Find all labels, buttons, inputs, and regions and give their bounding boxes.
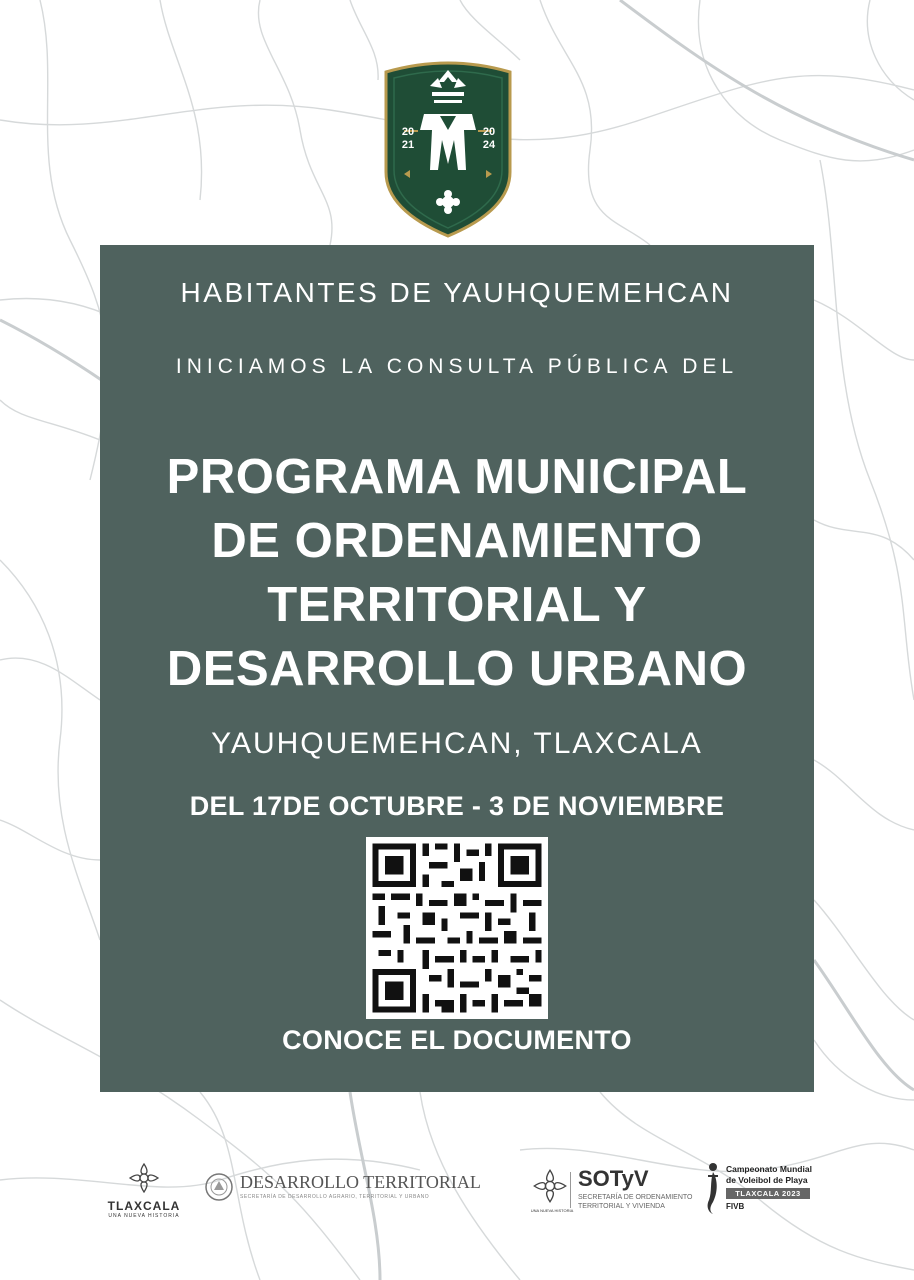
emblem-year-left xyxy=(397,126,419,152)
logo-sotyv xyxy=(530,1166,700,1222)
sotyv-sub1: SECRETARÍA DE ORDENAMIENTO xyxy=(578,1194,693,1201)
program-title-line-2: DE ORDENAMIENTO xyxy=(211,514,703,568)
logo-desarrollo-territorial xyxy=(204,1170,514,1210)
campeonato-badge: TLAXCALA 2023 xyxy=(726,1188,810,1199)
date-range: DEL 17DE OCTUBRE - 3 DE NOVIEMBRE xyxy=(189,791,725,821)
emblem-year-right-bottom: 24 xyxy=(482,139,496,151)
sotyv-flower-icon xyxy=(532,1168,568,1204)
program-title-line-3: TERRITORIAL Y xyxy=(267,578,647,632)
program-title xyxy=(120,445,794,701)
announcement-panel xyxy=(100,245,814,1092)
campeonato-line2: de Voleibol de Playa xyxy=(726,1175,808,1185)
sotyv-tagline: UNA NUEVA HISTORIA xyxy=(530,1208,574,1213)
location-text: YAUHQUEMEHCAN, TLAXCALA xyxy=(211,727,703,760)
program-title-line-1: PROGRAMA MUNICIPAL xyxy=(166,450,748,504)
desarrollo-territorial-sub: SECRETARÍA DE DESARROLLO AGRARIO, TERRITORIAL Y URBANO xyxy=(240,1194,430,1200)
sotyv-divider xyxy=(570,1172,571,1208)
program-title-line-4: DESARROLLO URBANO xyxy=(166,642,748,696)
campeonato-line1: Campeonato Mundial xyxy=(726,1164,812,1174)
volleyball-player-icon xyxy=(704,1162,722,1214)
emblem-year-right xyxy=(478,126,500,152)
qr-code-icon[interactable] xyxy=(366,837,548,1019)
tlaxcala-name: TLAXCALA xyxy=(107,1199,181,1213)
emblem-year-right-top: 20 xyxy=(482,126,496,138)
emblem-year-left-top: 20 xyxy=(401,126,415,138)
tlaxcala-flower-icon xyxy=(128,1162,160,1194)
sotyv-name: SOTyV xyxy=(578,1166,649,1191)
desarrollo-territorial-name: DESARROLLO TERRITORIAL xyxy=(240,1172,481,1192)
national-seal-icon xyxy=(204,1172,234,1202)
cta-know-document: CONOCE EL DOCUMENTO xyxy=(282,1025,632,1055)
campeonato-org: FIVB xyxy=(726,1202,745,1211)
audience-heading: HABITANTES DE YAUHQUEMEHCAN xyxy=(180,277,734,308)
logo-campeonato-voleibol xyxy=(704,1160,814,1220)
sotyv-sub2: TERRITORIAL Y VIVIENDA xyxy=(578,1203,665,1210)
logo-tlaxcala xyxy=(100,1162,188,1222)
consultation-intro: INICIAMOS LA CONSULTA PÚBLICA DEL xyxy=(175,355,739,378)
tlaxcala-tagline: UNA NUEVA HISTORIA xyxy=(108,1213,180,1219)
emblem-year-left-bottom: 21 xyxy=(401,139,415,151)
